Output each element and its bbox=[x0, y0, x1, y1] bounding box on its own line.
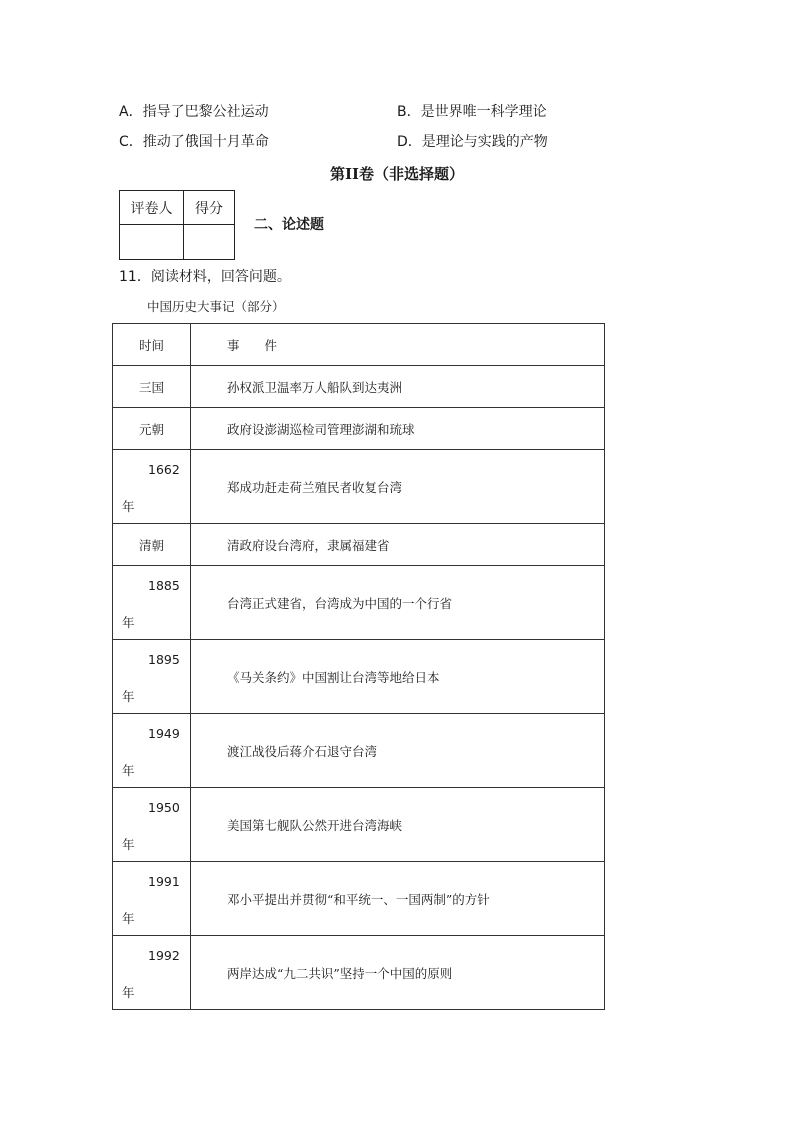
row-time bbox=[113, 936, 191, 1010]
row-year-suffix: 年 bbox=[122, 911, 135, 926]
row-time bbox=[113, 566, 191, 640]
row-time: 三国 bbox=[113, 366, 191, 408]
table-row bbox=[113, 566, 605, 640]
row-time bbox=[113, 640, 191, 714]
part-title: 第II卷（非选择题） bbox=[329, 165, 465, 183]
table-row bbox=[113, 366, 605, 408]
row-event: 两岸达成“九二共识”坚持一个中国的原则 bbox=[191, 936, 605, 1010]
row-time bbox=[113, 450, 191, 524]
row-year: 1950 bbox=[148, 800, 180, 815]
row-time bbox=[113, 788, 191, 862]
row-year-suffix: 年 bbox=[122, 499, 135, 514]
table-row bbox=[113, 640, 605, 714]
option-a: A．指导了巴黎公社运动 bbox=[119, 104, 269, 120]
row-year: 1992 bbox=[148, 948, 180, 963]
events-table bbox=[112, 323, 605, 1010]
row-year-suffix: 年 bbox=[122, 615, 135, 630]
reviewer-cell bbox=[120, 225, 184, 260]
table-row bbox=[113, 524, 605, 566]
option-d: D．是理论与实践的产物 bbox=[397, 134, 548, 150]
row-event: 邓小平提出并贯彻“和平统一、一国两制”的方针 bbox=[191, 862, 605, 936]
row-time bbox=[113, 862, 191, 936]
row-time: 清朝 bbox=[113, 524, 191, 566]
row-event: 渡江战役后蒋介石退守台湾 bbox=[191, 714, 605, 788]
row-event: 美国第七舰队公然开进台湾海峡 bbox=[191, 788, 605, 862]
table-header-row bbox=[113, 324, 605, 366]
row-year: 1662 bbox=[148, 462, 180, 477]
reviewer-label: 评卷人 bbox=[120, 191, 184, 225]
row-year-suffix: 年 bbox=[122, 689, 135, 704]
row-year: 1991 bbox=[148, 874, 180, 889]
question-text: 11．阅读材料，回答问题。 bbox=[119, 269, 291, 285]
row-event: 清政府设台湾府，隶属福建省 bbox=[191, 524, 605, 566]
row-event: 台湾正式建省，台湾成为中国的一个行省 bbox=[191, 566, 605, 640]
row-time: 元朝 bbox=[113, 408, 191, 450]
table-row bbox=[113, 714, 605, 788]
score-cell bbox=[184, 225, 235, 260]
row-year-suffix: 年 bbox=[122, 985, 135, 1000]
option-b: B．是世界唯一科学理论 bbox=[397, 104, 547, 120]
row-year-suffix: 年 bbox=[122, 763, 135, 778]
row-event: 郑成功赶走荷兰殖民者收复台湾 bbox=[191, 450, 605, 524]
score-table bbox=[119, 190, 235, 260]
row-event: 政府设澎湖巡检司管理澎湖和琉球 bbox=[191, 408, 605, 450]
row-year: 1949 bbox=[148, 726, 180, 741]
score-label: 得分 bbox=[184, 191, 235, 225]
table-row bbox=[113, 408, 605, 450]
section-heading: 二、论述题 bbox=[254, 217, 324, 233]
table-row bbox=[113, 450, 605, 524]
table-row bbox=[113, 862, 605, 936]
row-year: 1895 bbox=[148, 652, 180, 667]
table-row bbox=[113, 936, 605, 1010]
row-event: 《马关条约》中国割让台湾等地给日本 bbox=[191, 640, 605, 714]
header-time: 时间 bbox=[113, 324, 191, 366]
row-year-suffix: 年 bbox=[122, 837, 135, 852]
table-row bbox=[113, 788, 605, 862]
table-caption: 中国历史大事记（部分） bbox=[147, 299, 285, 314]
row-year: 1885 bbox=[148, 578, 180, 593]
option-c: C．推动了俄国十月革命 bbox=[119, 134, 269, 150]
header-event: 事 件 bbox=[191, 324, 605, 366]
row-time bbox=[113, 714, 191, 788]
row-event: 孙权派卫温率万人船队到达夷洲 bbox=[191, 366, 605, 408]
